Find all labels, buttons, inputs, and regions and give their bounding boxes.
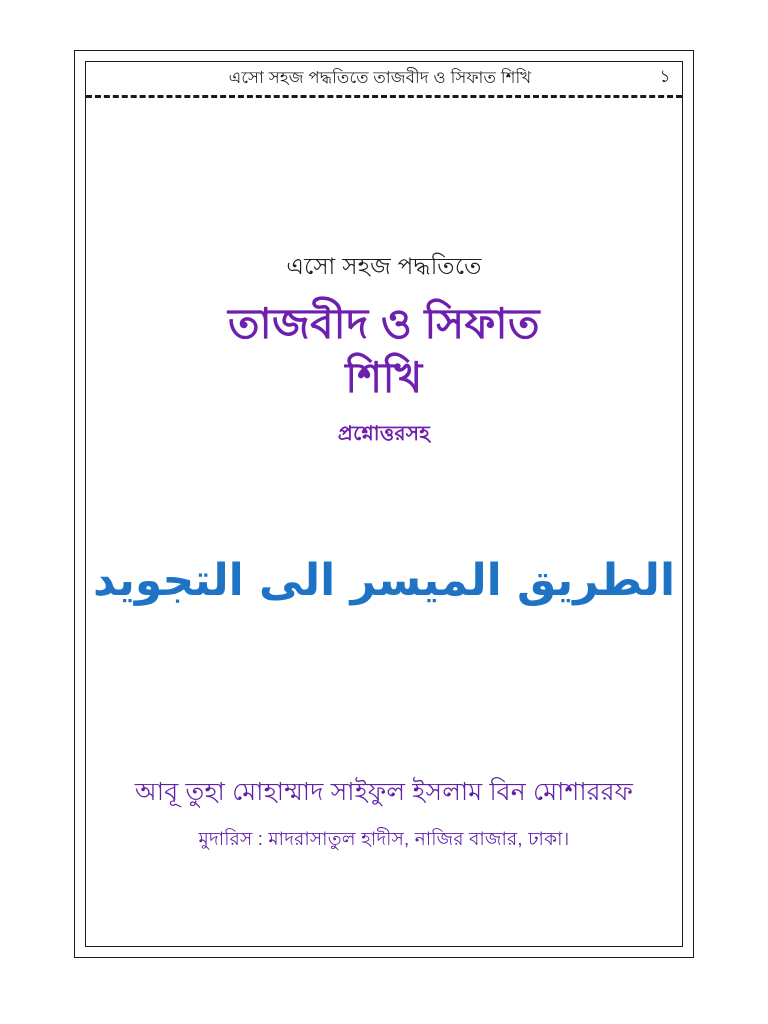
page-content xyxy=(86,100,682,946)
author-affiliation: মুদারিস : মাদরাসাতুল হাদীস, নাজির বাজার, ঢাকা। xyxy=(198,828,570,849)
author-block xyxy=(86,772,682,856)
running-header-title: এসো সহজ পদ্ধতিতে তাজবীদ ও সিফাত শিখি xyxy=(228,68,532,87)
title-subtitle: প্রশ্নোত্তরসহ xyxy=(337,422,431,445)
page-title xyxy=(86,297,682,405)
header-divider xyxy=(86,95,682,98)
author-name: আবূ তুহা মোহাম্মাদ সাইফুল ইসলাম বিন মোশাররফ xyxy=(134,778,634,806)
running-header xyxy=(86,62,682,94)
title-prefix: এসো সহজ পদ্ধতিতে xyxy=(286,253,482,279)
arabic-title: الطريق الميسر الى التجويد xyxy=(92,555,676,606)
title-main-line-1: তাজবীদ ও সিফাত xyxy=(227,300,541,347)
book-title-block xyxy=(86,248,682,452)
title-main-line-2: শিখি xyxy=(345,353,423,401)
page-number: ১ xyxy=(659,67,671,86)
